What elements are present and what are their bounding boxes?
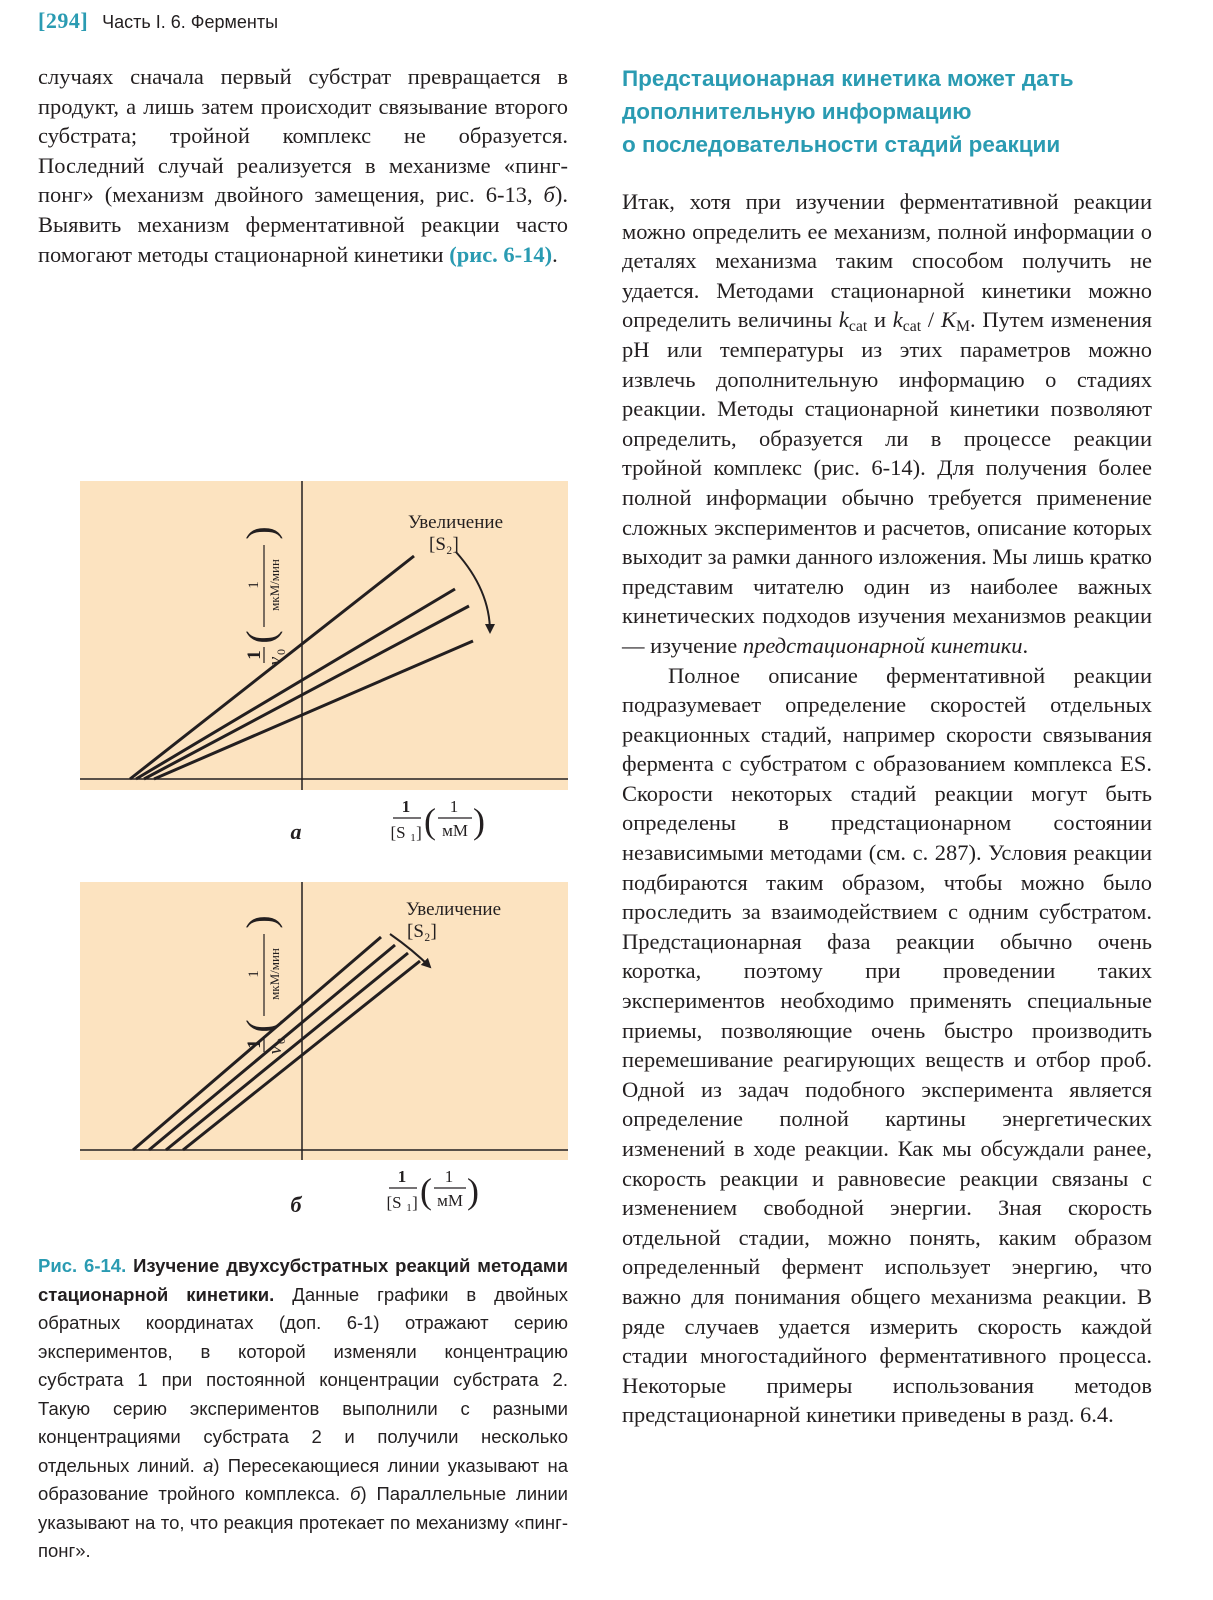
svg-text:0: 0 [274, 649, 288, 655]
svg-text:): ) [238, 915, 283, 929]
text-run: . [1022, 632, 1029, 658]
caption-title: Изучение двухсубстратных реакций методами стационарной кинетики. [38, 1255, 568, 1305]
page-header [38, 8, 278, 40]
caption-italic: б [350, 1483, 361, 1504]
svg-text:(: ( [420, 1171, 432, 1211]
svg-text:v: v [265, 656, 286, 666]
svg-text:1: 1 [449, 797, 459, 816]
svg-text:v: v [265, 1045, 286, 1055]
caption-text: Данные графики в двойных обратных координатах (доп. 6-1) отражают серию экспериментов, в которой изменяли концентрацию субстрата 1 при постоянной концентрации субстрата 2. Такую серию экспериментов выполнили с разными концентрациями субстрата 2 и получили несколько отдельных линий. [38, 1283, 568, 1476]
plot-panel-b [38, 872, 578, 1252]
section-heading [622, 62, 1152, 161]
svg-text:мМ: мМ [437, 1191, 463, 1210]
x-axis-label [390, 797, 485, 844]
caption-text: ) Параллельные линии указывают на то, что реакция протекает по механизму «пинг-понг». [38, 1483, 568, 1561]
text-run: . Путем изменения pH или температуры из этих параметров можно извлечь дополнительную информацию о стадиях реакции. Методы стационарной кинетики позволяют определить, образуется ли в процессе реакции тройной комплекс (рис. 6-14). Для получения более полной информации обычно требуется применение сложных экспериментов и расчетов, описание которых выходит за рамки данного изложения. Мы лишь кратко представим читателю один из наиболее важных кинетических подходов изучения механизмов реакции — изучение [622, 307, 1153, 658]
right-paragraph-1 [622, 187, 1152, 661]
svg-text:): ) [238, 526, 283, 540]
svg-text:1: 1 [246, 970, 262, 978]
svg-text:(: ( [238, 630, 283, 644]
annotation-increase-label: Увеличение [408, 512, 504, 533]
svg-text:0: 0 [274, 1038, 288, 1044]
svg-text:1: 1 [410, 832, 416, 844]
kcat-symbol: k [892, 307, 903, 333]
svg-text:1: 1 [244, 650, 265, 660]
figure-caption [38, 1252, 568, 1566]
annotation-s2-label: [S₂] [429, 534, 459, 555]
text-run: Итак, хотя при изучении ферментативной реакции можно определить ее механизм, полной информации о деталях механизма таким способом получить не удается. Методами стационарной кинетики можно определить величины [622, 189, 1152, 333]
heading-line: дополнительную информацию [622, 99, 972, 124]
svg-text:1: 1 [244, 1039, 265, 1049]
svg-text:1: 1 [246, 581, 262, 589]
svg-text:мМ: мМ [442, 821, 468, 840]
caption-italic: а [203, 1454, 214, 1476]
left-column [38, 62, 568, 269]
left-paragraph [38, 62, 568, 269]
svg-text:1: 1 [397, 1167, 407, 1186]
annotation-increase-label: Увеличение [406, 899, 502, 920]
text-run: ). Выявить механизм ферментативной реакции часто помогают методы стационарной кинетики [38, 182, 568, 267]
subscript: cat [902, 318, 922, 336]
svg-text:(: ( [424, 801, 436, 841]
heading-line: Предстационарная кинетика может дать [622, 66, 1074, 91]
page-number: [294] [38, 8, 89, 33]
svg-text:[S: [S [390, 823, 406, 842]
italic-run: предстационарной кинетики [742, 632, 1023, 658]
x-axis-label [386, 1167, 479, 1214]
subscript: M [955, 318, 970, 336]
svg-text:): ) [467, 1171, 479, 1211]
annotation-s2-label: [S₂] [407, 921, 437, 942]
text-run: / [921, 307, 941, 333]
km-symbol: K [940, 307, 956, 333]
figure-6-14 [38, 470, 578, 1250]
svg-text:): ) [473, 801, 485, 841]
caption-label: Рис. 6-14. [38, 1255, 127, 1276]
svg-text:(: ( [238, 1019, 283, 1033]
figure-reference-link[interactable]: (рис. 6-14) [449, 241, 553, 267]
panel-label-a: а [290, 819, 302, 844]
subscript: cat [848, 318, 868, 336]
svg-text:]: ] [412, 1193, 418, 1212]
text-run: случаях сначала первый субстрат превращается в продукт, а лишь затем происходит связывание второго субстрата; тройной комплекс не образуется. Последний случай реализуется в механизме «пинг-понг» (механизм двойного замещения, рис. 6-13, [38, 64, 568, 208]
svg-text:1: 1 [401, 797, 411, 816]
text-run: . [552, 241, 558, 267]
running-head: Часть I. 6. Ферменты [102, 12, 279, 32]
italic-run: б [543, 182, 555, 208]
svg-text:1: 1 [444, 1167, 454, 1186]
plot-panel-a [38, 470, 578, 850]
right-column [622, 62, 1152, 1430]
svg-text:[S: [S [386, 1193, 402, 1212]
svg-text:]: ] [416, 823, 422, 842]
text-run: и [867, 307, 893, 333]
svg-text:1: 1 [406, 1202, 412, 1214]
heading-line: о последовательности стадий реакции [622, 132, 1061, 157]
svg-text:мкМ/мин: мкМ/мин [267, 559, 282, 611]
right-paragraph-2: Полное описание ферментативной реакции подразумевает определение скоростей отдельных реакционных стадий, например скорости связывания фермента с субстратом с образованием комплекса ES. Скорости некоторых стадий реакции могут быть определены в предстационарном состоянии независимыми методами (см. с. 287). Условия реакции подбираются таким образом, чтобы можно было проследить за взаимодействием с одним субстратом. Предстационарная фаза реакции обычно очень коротка, поэтому при проведении таких экспериментов необходимо применять специальные приемы, позволяющие очень быстро производить перемешивание реагирующих веществ и отбор проб. Одной из задач подобного эксперимента является определение полной картины энергетических изменений в ходе реакции. Как мы обсуждали ранее, скорость реакции и равновесие реакции связаны с изменением свободной энергии. Зная скорость отдельной стадии, можно понять, каким образом определенный фермент использует энергию, что важно для понимания общего механизма реакции. В ряде случаев удается измерить скорость каждой стадии многостадийного ферментативного процесса. Некоторые примеры использования методов предстационарной кинетики приведены в разд. 6.4. [622, 662, 1152, 1428]
kcat-symbol: k [838, 307, 849, 333]
svg-text:мкМ/мин: мкМ/мин [267, 948, 282, 1000]
caption-text: ) Пересекающиеся линии указывают на образование тройного комплекса. [38, 1454, 569, 1504]
panel-label-b: б [290, 1192, 302, 1217]
